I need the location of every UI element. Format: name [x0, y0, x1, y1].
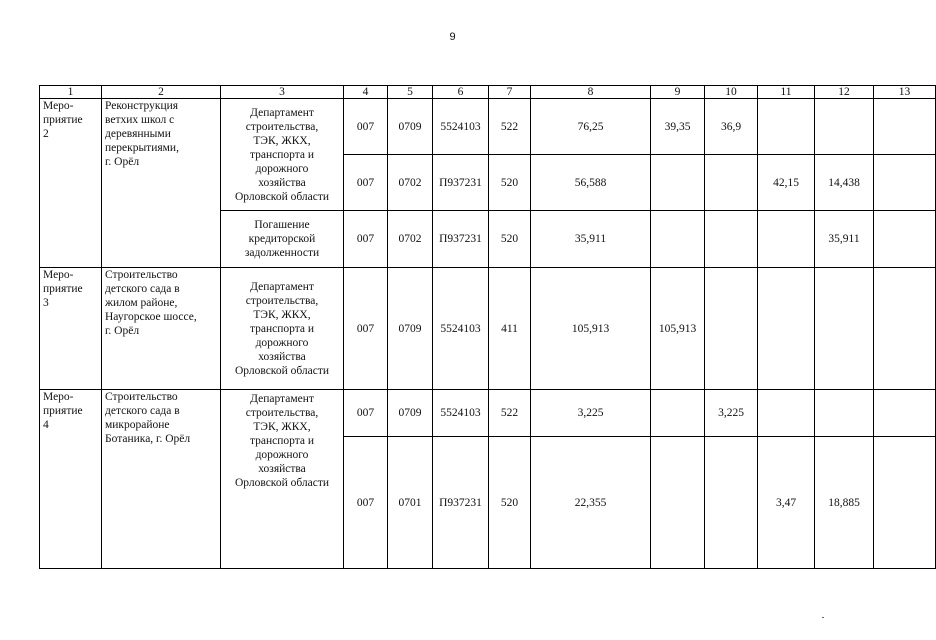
column-header: 9	[651, 86, 705, 99]
table-cell: 39,35	[651, 99, 705, 155]
column-header: 12	[815, 86, 874, 99]
table-cell: 007	[344, 211, 388, 268]
table-cell: 5524103	[433, 390, 489, 437]
activity-name: Строительство детского сада в микрорайоне Ботаника, г. Орёл	[102, 390, 221, 569]
table-cell: 14,438	[815, 155, 874, 211]
table-cell	[651, 437, 705, 569]
table-cell: 105,913	[531, 268, 651, 390]
table-row	[40, 99, 936, 155]
table-cell: 0709	[388, 99, 433, 155]
activity-label: Меро- приятие 4	[40, 390, 102, 569]
table-cell: 0709	[388, 390, 433, 437]
table-cell	[758, 268, 815, 390]
table-cell	[758, 99, 815, 155]
table-cell: 411	[489, 268, 531, 390]
table-cell	[651, 211, 705, 268]
table-cell: 3,47	[758, 437, 815, 569]
table-cell	[651, 390, 705, 437]
column-header: 8	[531, 86, 651, 99]
table-cell: 007	[344, 155, 388, 211]
table-cell	[758, 390, 815, 437]
table-cell	[705, 211, 758, 268]
column-header: 4	[344, 86, 388, 99]
table-cell: 007	[344, 99, 388, 155]
table-cell: 35,911	[531, 211, 651, 268]
table-cell: 56,588	[531, 155, 651, 211]
table-cell: 22,355	[531, 437, 651, 569]
table-cell: 0702	[388, 211, 433, 268]
table-cell: 5524103	[433, 99, 489, 155]
table-row	[40, 268, 936, 390]
department: Департамент строительства, ТЭК, ЖКХ, транспорта и дорожного хозяйства Орловской области	[221, 390, 344, 569]
column-header: 7	[489, 86, 531, 99]
table-cell: 520	[489, 211, 531, 268]
table-cell	[815, 99, 874, 155]
table-cell: 0709	[388, 268, 433, 390]
debt-repayment: Погашение кредиторской задолженности	[221, 211, 344, 268]
column-header: 2	[102, 86, 221, 99]
table-cell	[874, 390, 936, 437]
table-cell: 007	[344, 268, 388, 390]
table-cell: П937231	[433, 211, 489, 268]
table-cell: 36,9	[705, 99, 758, 155]
table-cell	[651, 155, 705, 211]
table-cell: 3,225	[705, 390, 758, 437]
table-cell: 18,885	[815, 437, 874, 569]
column-header: 6	[433, 86, 489, 99]
table-cell: 35,911	[815, 211, 874, 268]
table-cell	[874, 99, 936, 155]
column-header: 5	[388, 86, 433, 99]
table-cell: 520	[489, 155, 531, 211]
page-number: 9	[449, 31, 456, 43]
table-cell: 007	[344, 437, 388, 569]
column-header: 13	[874, 86, 936, 99]
table-cell: П937231	[433, 437, 489, 569]
department: Департамент строительства, ТЭК, ЖКХ, транспорта и дорожного хозяйства Орловской области	[221, 99, 344, 211]
table-cell	[705, 155, 758, 211]
table-cell	[705, 437, 758, 569]
department: Департамент строительства, ТЭК, ЖКХ, транспорта и дорожного хозяйства Орловской области	[221, 268, 344, 390]
table-cell	[874, 211, 936, 268]
table-cell: П937231	[433, 155, 489, 211]
activity-name: Реконструкция ветхих школ с деревянными перекрытиями, г. Орёл	[102, 99, 221, 268]
table-cell	[874, 437, 936, 569]
column-header: 3	[221, 86, 344, 99]
column-header: 10	[705, 86, 758, 99]
table-cell: 522	[489, 99, 531, 155]
table-cell: 007	[344, 390, 388, 437]
table-cell: 0702	[388, 155, 433, 211]
table-cell: 0701	[388, 437, 433, 569]
table-row	[40, 390, 936, 437]
table-cell	[874, 268, 936, 390]
table-cell	[874, 155, 936, 211]
table-cell: 105,913	[651, 268, 705, 390]
table-cell	[758, 211, 815, 268]
table-cell: 42,15	[758, 155, 815, 211]
table-cell: 76,25	[531, 99, 651, 155]
table-cell	[705, 268, 758, 390]
budget-table	[39, 85, 936, 569]
activity-name: Строительство детского сада в жилом районе, Наугорское шоссе, г. Орёл	[102, 268, 221, 390]
column-header: 11	[758, 86, 815, 99]
table-cell: 520	[489, 437, 531, 569]
table-cell: 3,225	[531, 390, 651, 437]
activity-label: Меро- приятие 3	[40, 268, 102, 390]
table-cell	[815, 390, 874, 437]
header-row	[40, 86, 936, 99]
table-cell: 522	[489, 390, 531, 437]
table-cell: 5524103	[433, 268, 489, 390]
table-cell	[815, 268, 874, 390]
activity-label: Меро- приятие 2	[40, 99, 102, 268]
column-header: 1	[40, 86, 102, 99]
scan-speck	[822, 617, 824, 618]
